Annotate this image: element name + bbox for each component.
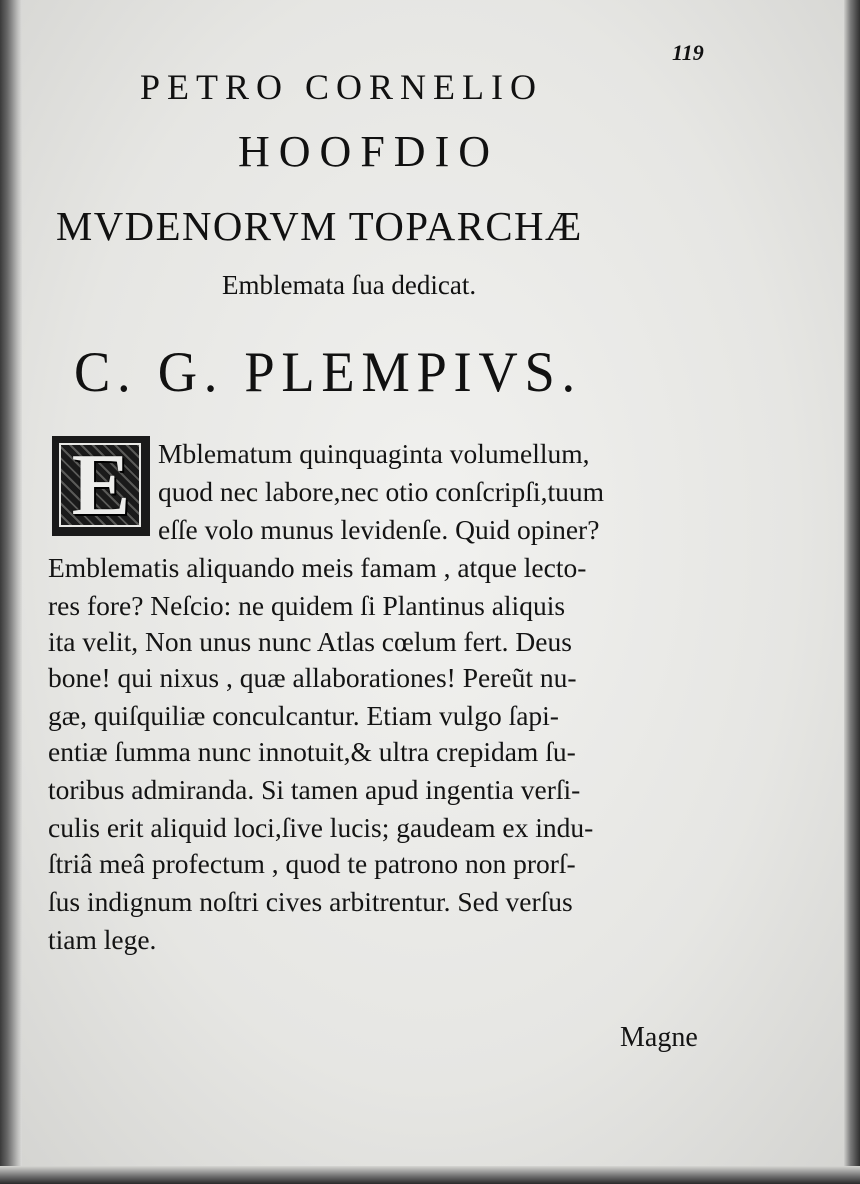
body-line: gæ, quiſquiliæ conculcantur. Etiam vulgo ſapi- [48, 700, 559, 731]
body-line: Mblematum quinquaginta volumellum, [158, 438, 590, 469]
author-name: C. G. PLEMPIVS. [74, 341, 582, 404]
body-line: Emblematis aliquando meis famam , atque lecto- [48, 552, 587, 583]
dedication-line-2: HOOFDIO [238, 127, 499, 176]
body-line: bone! qui nixus , quæ allaborationes! Pereũt nu- [48, 662, 577, 693]
catchword: Magne [620, 1022, 698, 1053]
body-line: entiæ ſumma nunc innotuit,& ultra crepidam ſu- [48, 736, 576, 767]
body-line: ſtriâ meâ profectum , quod te patrono non prorſ- [48, 848, 576, 879]
body-line: res fore? Neſcio: ne quidem ſi Plantinus aliquis [48, 590, 566, 621]
body-line: tiam lege. [48, 924, 157, 955]
initial-letter: E [71, 437, 131, 534]
body-line: ita velit, Non unus nunc Atlas cœlum fert. Deus [48, 626, 572, 657]
page-number: 119 [672, 40, 704, 65]
page-edge-right [844, 0, 860, 1184]
body-line: quod nec labore,nec otio conſcripſi,tuum [158, 476, 604, 507]
body-line: ſus indignum noſtri cives arbitrentur. Sed verſus [48, 886, 573, 917]
dedication-line-3: MVDENORVM TOPARCHÆ [56, 203, 583, 249]
body-line: eſſe volo munus levidenſe. Quid opiner? [158, 514, 600, 545]
decorated-initial [52, 436, 150, 536]
dedication-line-4: Emblemata ſua dedicat. [222, 270, 477, 300]
page-edge-bottom [0, 1166, 860, 1184]
body-line: culis erit aliquid loci,ſive lucis; gaudeam ex indu- [48, 812, 594, 843]
body-line: toribus admiranda. Si tamen apud ingentia verſi- [48, 774, 581, 805]
dedication-line-1: PETRO CORNELIO [140, 67, 543, 107]
page-gutter [0, 0, 22, 1184]
